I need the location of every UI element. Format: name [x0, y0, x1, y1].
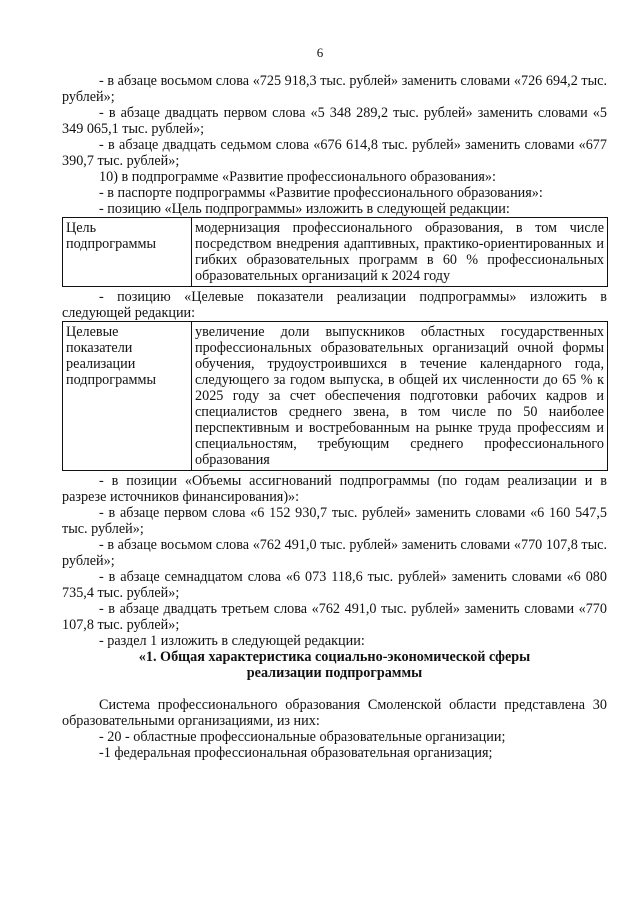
- list-item: -1 федеральная профессиональная образовательная организация;: [99, 745, 493, 761]
- paragraph-item-10: 10) в подпрограмме «Развитие профессионального образования»:: [99, 169, 496, 185]
- paragraph-indicators-position: - позицию «Целевые показатели реализации подпрограммы» изложить в следующей редакции:: [62, 289, 607, 321]
- paragraph-system: Система профессионального образования Смоленской области представлена 30 образовательными организациями, из них:: [62, 697, 607, 729]
- table-row: [63, 218, 608, 287]
- goal-label: Цель подпрограммы: [63, 218, 192, 287]
- paragraph-funding-17: - в абзаце семнадцатом слова «6 073 118,6 тыс. рублей» заменить словами «6 080 735,4 тыс. рублей»;: [62, 569, 607, 601]
- spacer: [62, 681, 607, 697]
- table-row: [63, 322, 608, 471]
- list-item: - 20 - областные профессиональные образовательные организации;: [99, 729, 506, 745]
- paragraph-amend-21: - в абзаце двадцать первом слова «5 348 289,2 тыс. рублей» заменить словами «5 349 065,1 тыс. рублей»;: [62, 105, 607, 137]
- paragraph-funding-1: - в абзаце первом слова «6 152 930,7 тыс. рублей» заменить словами «6 160 547,5 тыс. рублей»;: [62, 505, 607, 537]
- paragraph-funding-position: - в позиции «Объемы ассигнований подпрограммы (по годам реализации и в разрезе источников финансирования)»:: [62, 473, 607, 505]
- paragraph-amend-8: - в абзаце восьмом слова «725 918,3 тыс. рублей» заменить словами «726 694,2 тыс. рублей»;: [62, 73, 607, 105]
- paragraph-funding-23: - в абзаце двадцать третьем слова «762 491,0 тыс. рублей» заменить словами «770 107,8 тыс. рублей»;: [62, 601, 607, 633]
- indicators-label: Целевые показатели реализации подпрограммы: [63, 322, 192, 471]
- goal-table: [62, 217, 608, 287]
- section-heading-line1: «1. Общая характеристика социально-экономической сферы: [138, 649, 531, 665]
- indicators-table: [62, 321, 608, 471]
- paragraph-amend-27: - в абзаце двадцать седьмом слова «676 614,8 тыс. рублей» заменить словами «677 390,7 тыс. рублей»;: [62, 137, 607, 169]
- paragraph-goal-position: - позицию «Цель подпрограммы» изложить в следующей редакции:: [99, 201, 510, 217]
- paragraph-passport: - в паспорте подпрограммы «Развитие профессионального образования»:: [99, 185, 543, 201]
- goal-value: модернизация профессионального образования, в том числе посредством внедрения адаптивных, практико-ориентированных и гибких образовательных программ в 60 % профессиональных образовательных организаций к 2024 году: [192, 218, 608, 287]
- section-heading-line2: реализации подпрограммы: [246, 665, 423, 681]
- indicators-value: увеличение доли выпускников областных государственных профессиональных образовательных организаций очной формы обучения, трудоустроившихся в течение календарного года, следующего за годом выпуска, в общей их численности до 65 % к 2025 году за счет обеспечения подготовки рабочих кадров и специалистов среднего звена, в том числе по 50 наиболее перспективным и востребованным на рынке труда профессиям и специальностям, требующим среднего профессионального образования: [192, 322, 608, 471]
- paragraph-section-1: - раздел 1 изложить в следующей редакции:: [99, 633, 365, 649]
- paragraph-funding-8: - в абзаце восьмом слова «762 491,0 тыс. рублей» заменить словами «770 107,8 тыс. рублей»;: [62, 537, 607, 569]
- page-number: 6: [316, 45, 324, 60]
- document-body: [62, 73, 607, 761]
